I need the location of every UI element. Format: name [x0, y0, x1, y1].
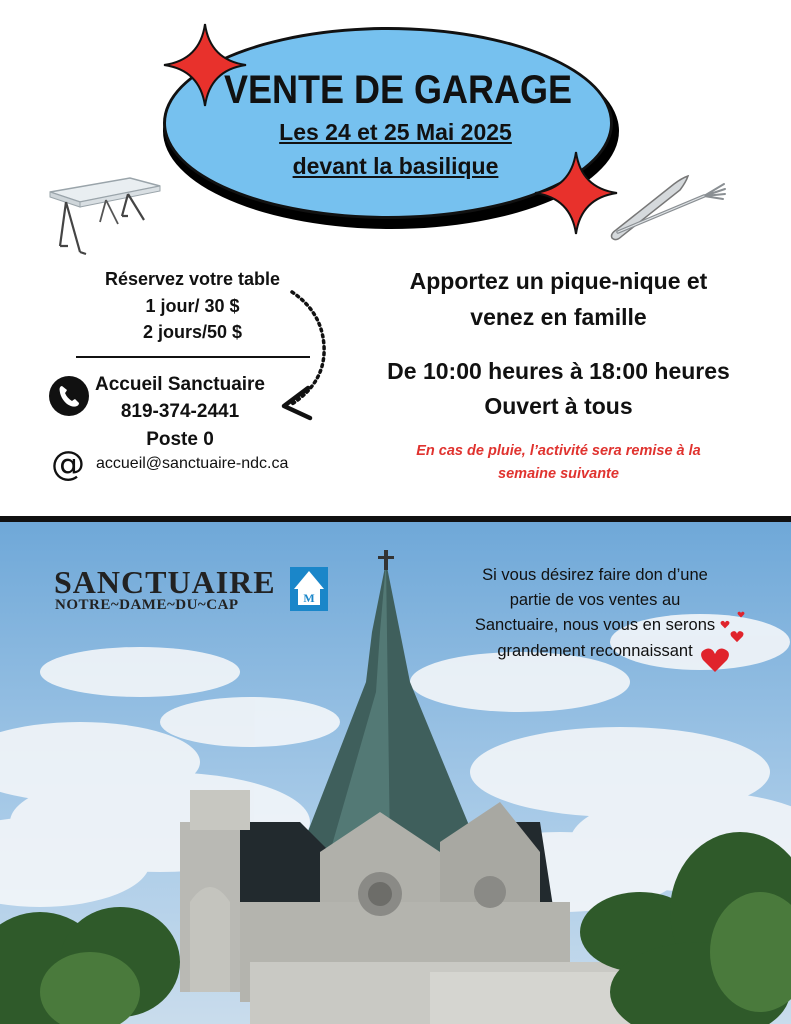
at-icon: @ — [51, 444, 85, 484]
heart-icon — [700, 646, 730, 674]
picnic-line-2: venez en famille — [470, 304, 647, 330]
open-to-all: Ouvert à tous — [484, 393, 633, 419]
contact-name: Accueil Sanctuaire — [94, 374, 266, 395]
sparkle-icon — [162, 22, 248, 108]
rain-notice-line-1: En cas de pluie, l’activité sera remise à la — [416, 443, 701, 459]
donation-line-3: Sanctuaire, nous vous en serons — [474, 616, 716, 634]
rain-notice-line-2: semaine suivante — [498, 466, 619, 482]
cutlery-icon — [604, 172, 728, 244]
donation-line-2: partie de vos ventes au — [509, 591, 681, 609]
contact-email[interactable]: accueil@sanctuaire-ndc.ca — [96, 455, 289, 472]
event-location: devant la basilique — [292, 153, 499, 179]
picnic-line-1: Apportez un pique-nique et — [409, 268, 708, 294]
logo-name: SANCTUAIRE — [54, 564, 276, 600]
contact-phone[interactable]: 819-374-2441 — [120, 401, 240, 422]
phone-icon — [49, 376, 89, 416]
heart-icon — [737, 611, 745, 618]
svg-text:M: M — [303, 591, 315, 605]
donation-line-4: grandement reconnaissant — [497, 642, 693, 660]
price-one-day: 1 jour/ 30 $ — [145, 296, 240, 316]
price-two-days: 2 jours/50 $ — [142, 322, 243, 342]
curved-arrow-icon — [278, 286, 338, 426]
logo-subtitle: NOTRE~DAME~DU~CAP — [55, 597, 239, 613]
folding-table-icon — [46, 176, 164, 260]
heart-icon — [730, 630, 744, 643]
page-title: VENTE DE GARAGE — [223, 68, 573, 112]
sanctuary-logo-icon — [290, 567, 328, 611]
donation-line-1: Si vous désirez faire don d’une — [482, 566, 708, 584]
heart-icon — [720, 620, 730, 629]
contact-extension: Poste 0 — [146, 429, 214, 450]
divider — [76, 356, 310, 358]
event-dates: Les 24 et 25 Mai 2025 — [279, 119, 512, 145]
reservation-title: Réservez votre table — [104, 269, 281, 289]
opening-hours: De 10:00 heures à 18:00 heures — [387, 358, 730, 384]
